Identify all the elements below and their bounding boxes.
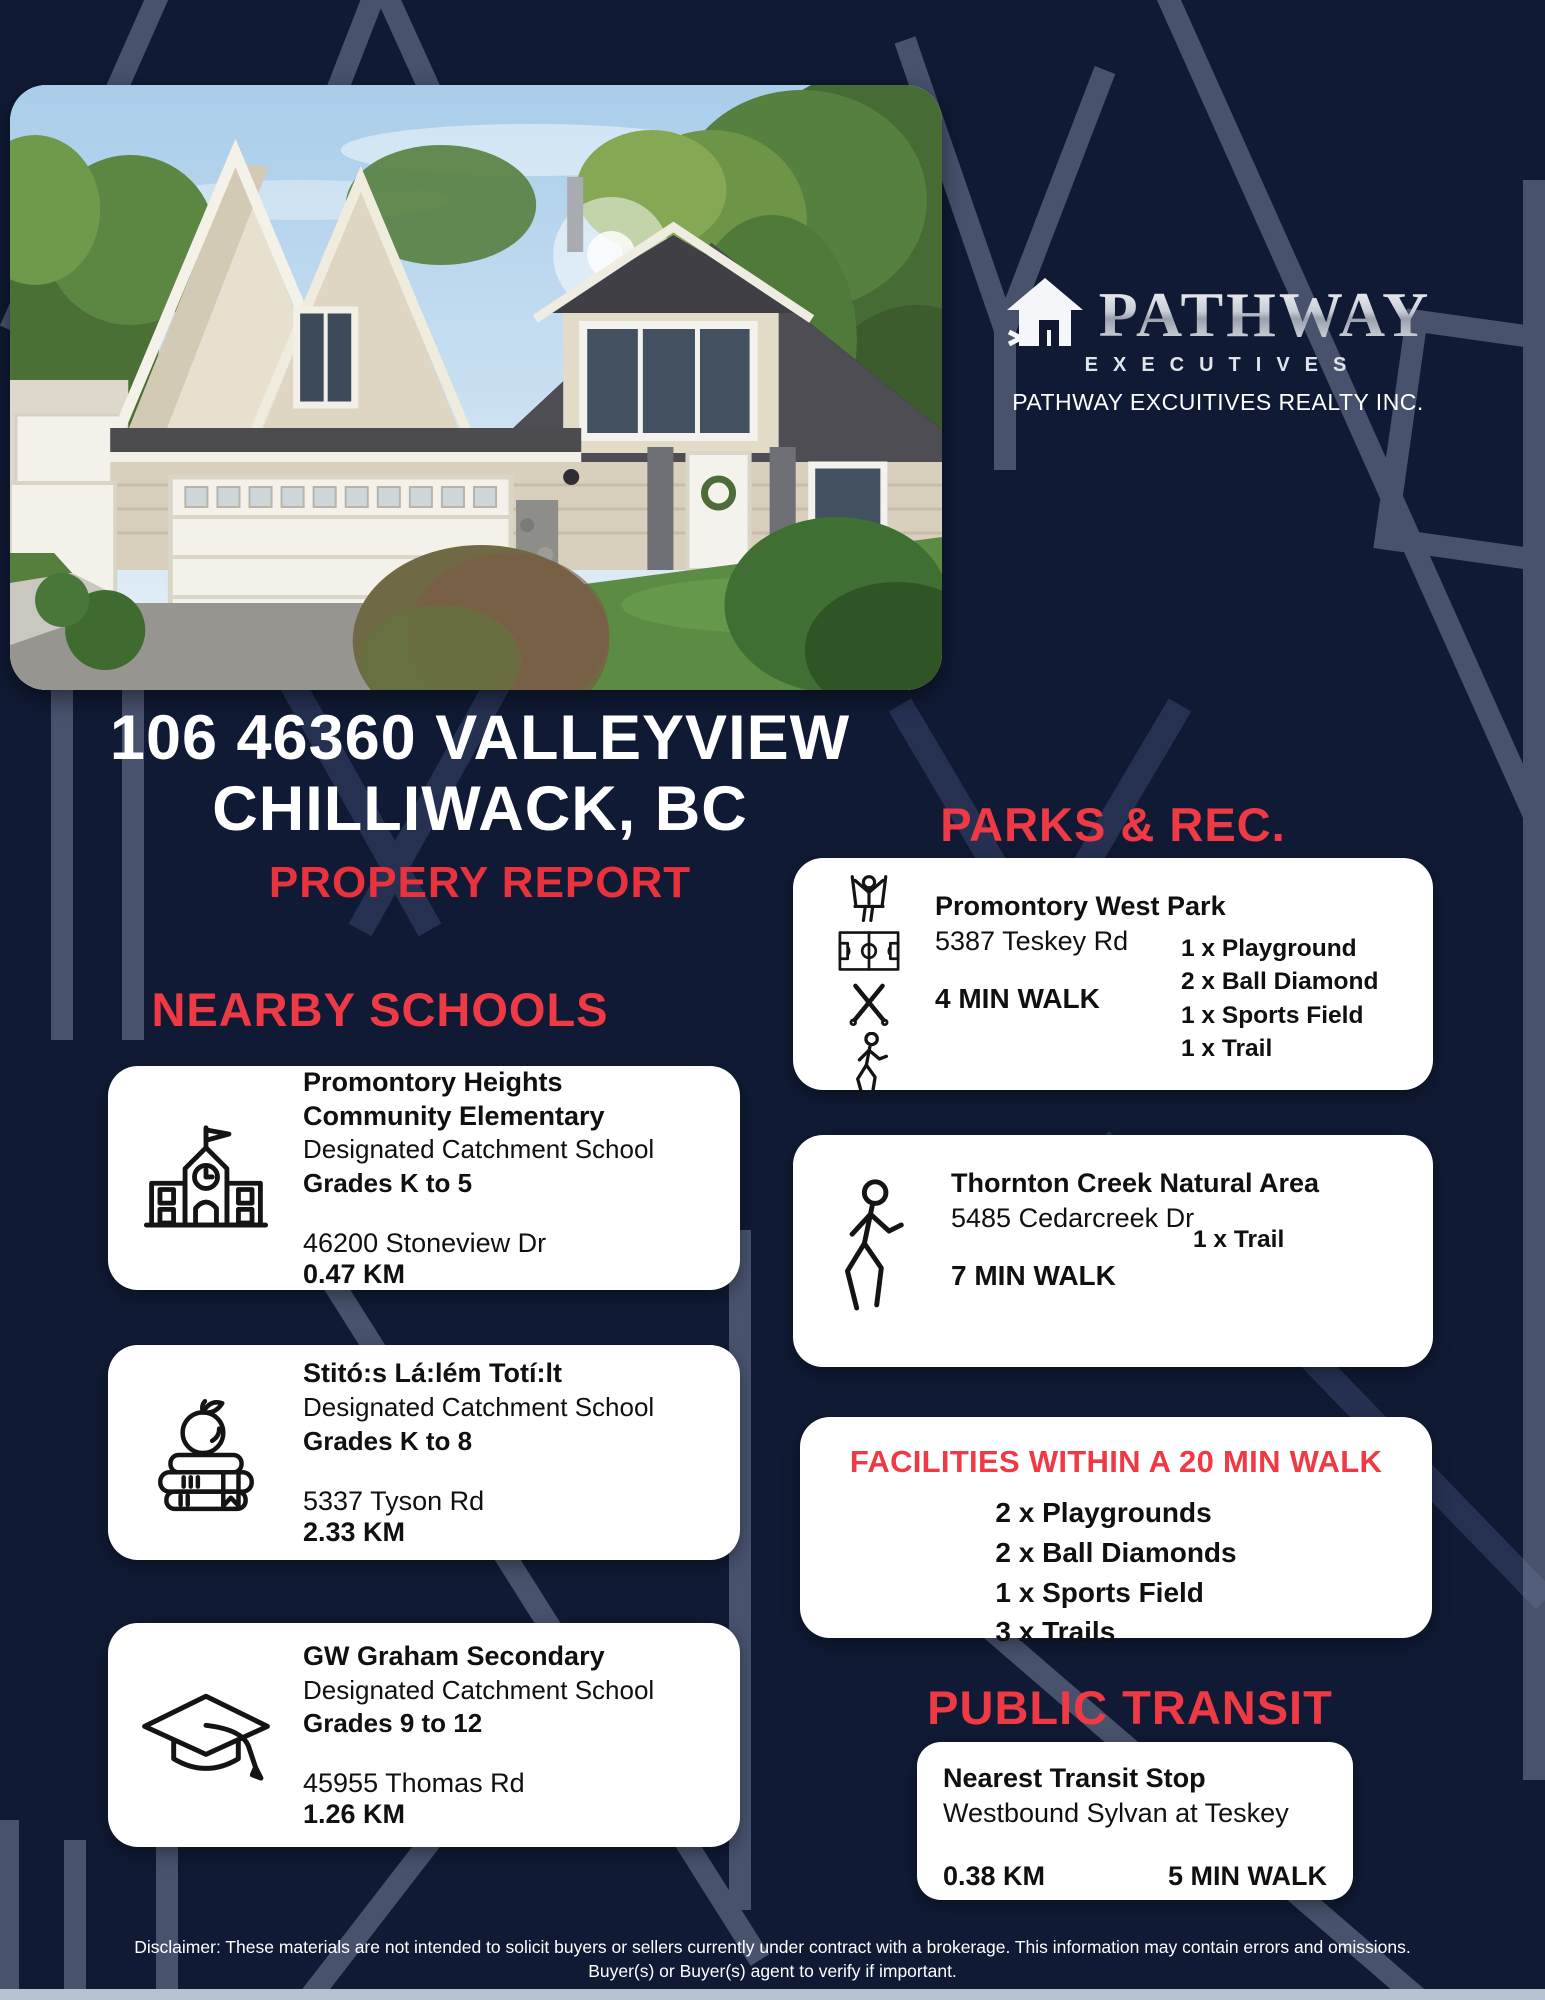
park-features-list	[1181, 932, 1378, 1065]
park-walk-time: 4 MIN WALK	[935, 982, 1100, 1014]
books-apple-icon	[140, 1389, 272, 1517]
park-card-promontory-west	[793, 858, 1433, 1090]
facility-item: 1 x Sports Field	[995, 1576, 1204, 1608]
park-features-list	[1193, 1223, 1284, 1256]
park-feature: 1 x Trail	[1193, 1226, 1285, 1253]
school-grades: Grades K to 5	[303, 1168, 473, 1199]
walking-person-icon	[829, 1173, 909, 1323]
brand-name: PATHWAY	[1098, 279, 1432, 350]
facilities-card	[800, 1417, 1432, 1648]
disclaimer	[0, 1936, 1545, 1983]
school-type: Designated Catchment School	[303, 1674, 655, 1705]
schools-heading: NEARBY SCHOOLS	[151, 983, 609, 1036]
park-name: Thornton Creek Natural Area	[951, 1168, 1320, 1198]
brand-subname: EXECUTIVES	[1084, 354, 1362, 376]
report-subtitle: PROPERY REPORT	[268, 858, 692, 908]
disclaimer-line-2: Buyer(s) or Buyer(s) agent to verify if important.	[588, 1960, 957, 1981]
school-building-icon	[138, 1120, 274, 1236]
facility-item: 2 x Playgrounds	[995, 1497, 1212, 1528]
park-feature: 1 x Sports Field	[1181, 1001, 1364, 1029]
house-photo-illustration	[10, 85, 942, 690]
school-name: Promontory Heights Community Elementary	[303, 1066, 605, 1131]
school-card-promontory-heights	[108, 1066, 740, 1290]
facilities-list	[995, 1493, 1236, 1652]
school-address: 46200 Stoneview Dr	[303, 1228, 547, 1259]
transit-distance: 0.38 KM	[943, 1860, 1046, 1891]
facility-item: 3 x Trails	[995, 1616, 1116, 1648]
school-type: Designated Catchment School	[303, 1134, 655, 1165]
parks-heading: PARKS & REC.	[940, 798, 1286, 851]
bottom-strip	[0, 1989, 1545, 2000]
transit-walk-time: 5 MIN WALK	[1168, 1860, 1327, 1891]
park-address: 5485 Cedarcreek Dr	[951, 1202, 1195, 1233]
school-type: Designated Catchment School	[303, 1392, 655, 1423]
transit-card	[917, 1742, 1353, 1900]
title-line-2: CHILLIWACK, BC	[212, 773, 748, 844]
school-distance: 1.26 KM	[303, 1799, 406, 1830]
transit-stop-label: Nearest Transit Stop	[943, 1763, 1206, 1793]
disclaimer-line-1: Disclaimer: These materials are not intended to solicit buyers or sellers currently under contract with a brokerage. This information may contain errors and omissions.	[134, 1937, 1411, 1957]
school-name: GW Graham Secondary	[303, 1640, 605, 1671]
park-feature: 2 x Ball Diamond	[1181, 968, 1379, 996]
facility-item: 2 x Ball Diamonds	[995, 1536, 1237, 1568]
school-distance: 2.33 KM	[303, 1516, 406, 1547]
brand-tagline: PATHWAY EXCUITIVES REALTY INC.	[1012, 389, 1424, 415]
park-walk-time: 7 MIN WALK	[951, 1259, 1116, 1291]
park-name: Promontory West Park	[935, 891, 1226, 921]
school-distance: 0.47 KM	[303, 1259, 406, 1290]
brand-logo	[978, 276, 1458, 416]
title-line-1: 106 46360 VALLEYVIEW	[109, 703, 851, 773]
park-feature: 1 x Playground	[1181, 935, 1357, 962]
baseball-bats-icon	[842, 976, 896, 1030]
school-name: Stitó:s Lá:lém Totí:lt	[303, 1358, 562, 1389]
school-address: 45955 Thomas Rd	[303, 1768, 525, 1799]
sports-field-icon	[837, 928, 901, 974]
school-card-gw-graham	[108, 1623, 740, 1847]
playground-icon	[841, 872, 897, 926]
facilities-heading: FACILITIES WITHIN A 20 MIN WALK	[849, 1444, 1383, 1479]
park-address: 5387 Teskey Rd	[935, 925, 1129, 956]
school-card-stitos	[108, 1345, 740, 1560]
park-card-thornton-creek	[793, 1135, 1433, 1367]
school-grades: Grades K to 8	[303, 1425, 473, 1456]
transit-heading: PUBLIC TRANSIT	[927, 1681, 1333, 1734]
school-address: 5337 Tyson Rd	[303, 1485, 485, 1516]
transit-stop-name: Westbound Sylvan at Teskey	[943, 1797, 1289, 1828]
property-photo	[10, 85, 942, 690]
park-icon-stack	[829, 1173, 909, 1328]
house-icon	[1005, 276, 1085, 354]
park-icon-stack	[819, 872, 919, 1098]
school-grades: Grades 9 to 12	[303, 1708, 483, 1739]
park-feature: 1 x Trail	[1181, 1034, 1273, 1062]
walking-person-icon	[846, 1032, 892, 1098]
graduation-cap-icon	[136, 1685, 276, 1785]
